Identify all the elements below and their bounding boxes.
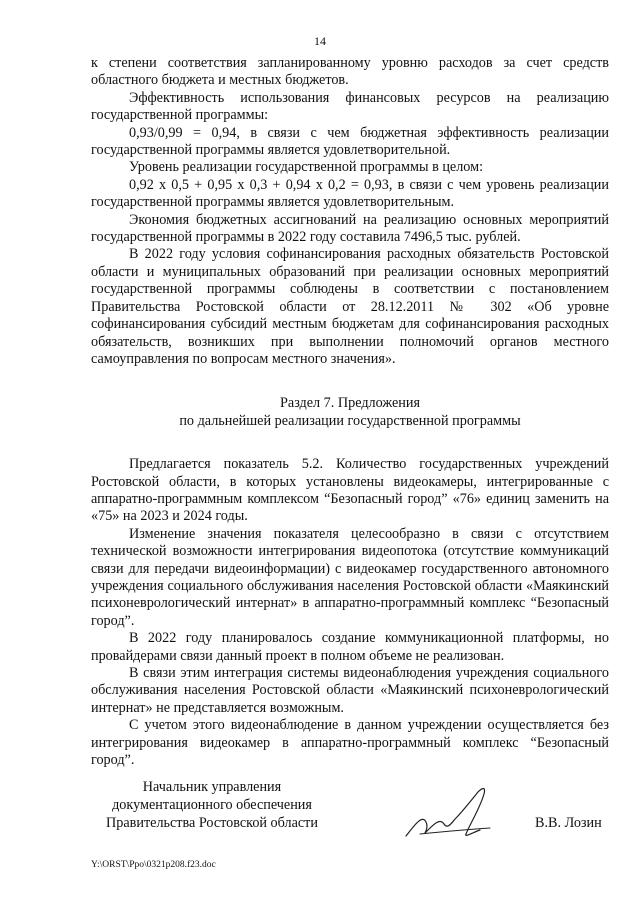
- paragraph: С учетом этого видеонаблюдение в данном учреждении осуществляется без интегрирования видеокамер в аппаратно-программный комплекс “Безопасный город”.: [91, 717, 609, 769]
- signature-title: [92, 778, 332, 832]
- handwritten-signature: [400, 778, 510, 848]
- paragraph: Эффективность использования финансовых ресурсов на реализацию государственной программы:: [91, 89, 609, 124]
- signature-title-line1: Начальник управления: [142, 779, 282, 795]
- paragraph: В 2022 году условия софинансирования расходных обязательств Ростовской области и муниципальных образований при реализации основных мероприятий государственной программы соблюдены в соответствии с постановлением Правительства Ростовской области от 28.12.2011 № 302 «Об уровне софинансирования субсидий местным бюджетам для софинансирования расходных обязательств, возникших при выполнении полномочий органов местного самоуправления по вопросам местного значения».: [91, 246, 609, 367]
- paragraph: Изменение значения показателя целесообразно в связи с отсутствием технической возможности интегрирования видеопотока (отсутствие коммуникаций связи для передачи видеоинформации) с видеокамер государственного автономного учреждения социального обслуживания населения Ростовской области «Маякинский психоневрологический интернат» в аппаратно-программный комплекс “Безопасный город”.: [91, 525, 609, 629]
- paragraph: В связи этим интеграция системы видеонаблюдения учреждения социального обслуживания населения Ростовской области «Маякинский психоневрологический интернат» не представляется возможным.: [91, 665, 609, 716]
- document-body: [91, 55, 609, 769]
- paragraph: Экономия бюджетных ассигнований на реализацию основных мероприятий государственной программы в 2022 году составила 7496,5 тыс. рублей.: [91, 211, 609, 246]
- paragraphs-before: [91, 55, 609, 368]
- paragraphs-after: [91, 456, 609, 769]
- paragraph: 0,93/0,99 = 0,94, в связи с чем бюджетная эффективность реализации государственной программы является удовлетворительной.: [91, 124, 609, 159]
- paragraph: к степени соответствия запланированному уровню расходов за счет средств областного бюджета и местных бюджетов.: [91, 55, 609, 89]
- paragraph: 0,92 х 0,5 + 0,95 х 0,3 + 0,94 х 0,2 = 0,93, в связи с чем уровень реализации государственной программы является удовлетворительным.: [91, 176, 609, 211]
- section-heading-line2: по дальнейшей реализации государственной программы: [179, 412, 521, 429]
- signature-block: [0, 778, 640, 848]
- section-heading: [91, 395, 609, 430]
- page-number: 14: [314, 34, 326, 48]
- paragraph: Уровень реализации государственной программы в целом:: [129, 159, 484, 176]
- paragraph: В 2022 году планировалось создание коммуникационной платформы, но провайдерами связи данный проект в полном объеме не реализован.: [91, 630, 609, 664]
- signature-title-line3: Правительства Ростовской области: [106, 815, 318, 831]
- paragraph: Предлагается показатель 5.2. Количество государственных учреждений Ростовской области, в которых установлены видеокамеры, интегрированные с аппаратно-программным комплексом “Безопасный город” «76» единиц заменить на «75» на 2023 и 2024 годы.: [91, 456, 609, 525]
- file-path: Y:\ORST\Ppo\0321p208.f23.doc: [91, 860, 216, 870]
- section-heading-line1: Раздел 7. Предложения: [280, 395, 420, 412]
- signature-name: В.В. Лозин: [535, 815, 602, 831]
- signature-title-line2: документационного обеспечения: [112, 797, 312, 813]
